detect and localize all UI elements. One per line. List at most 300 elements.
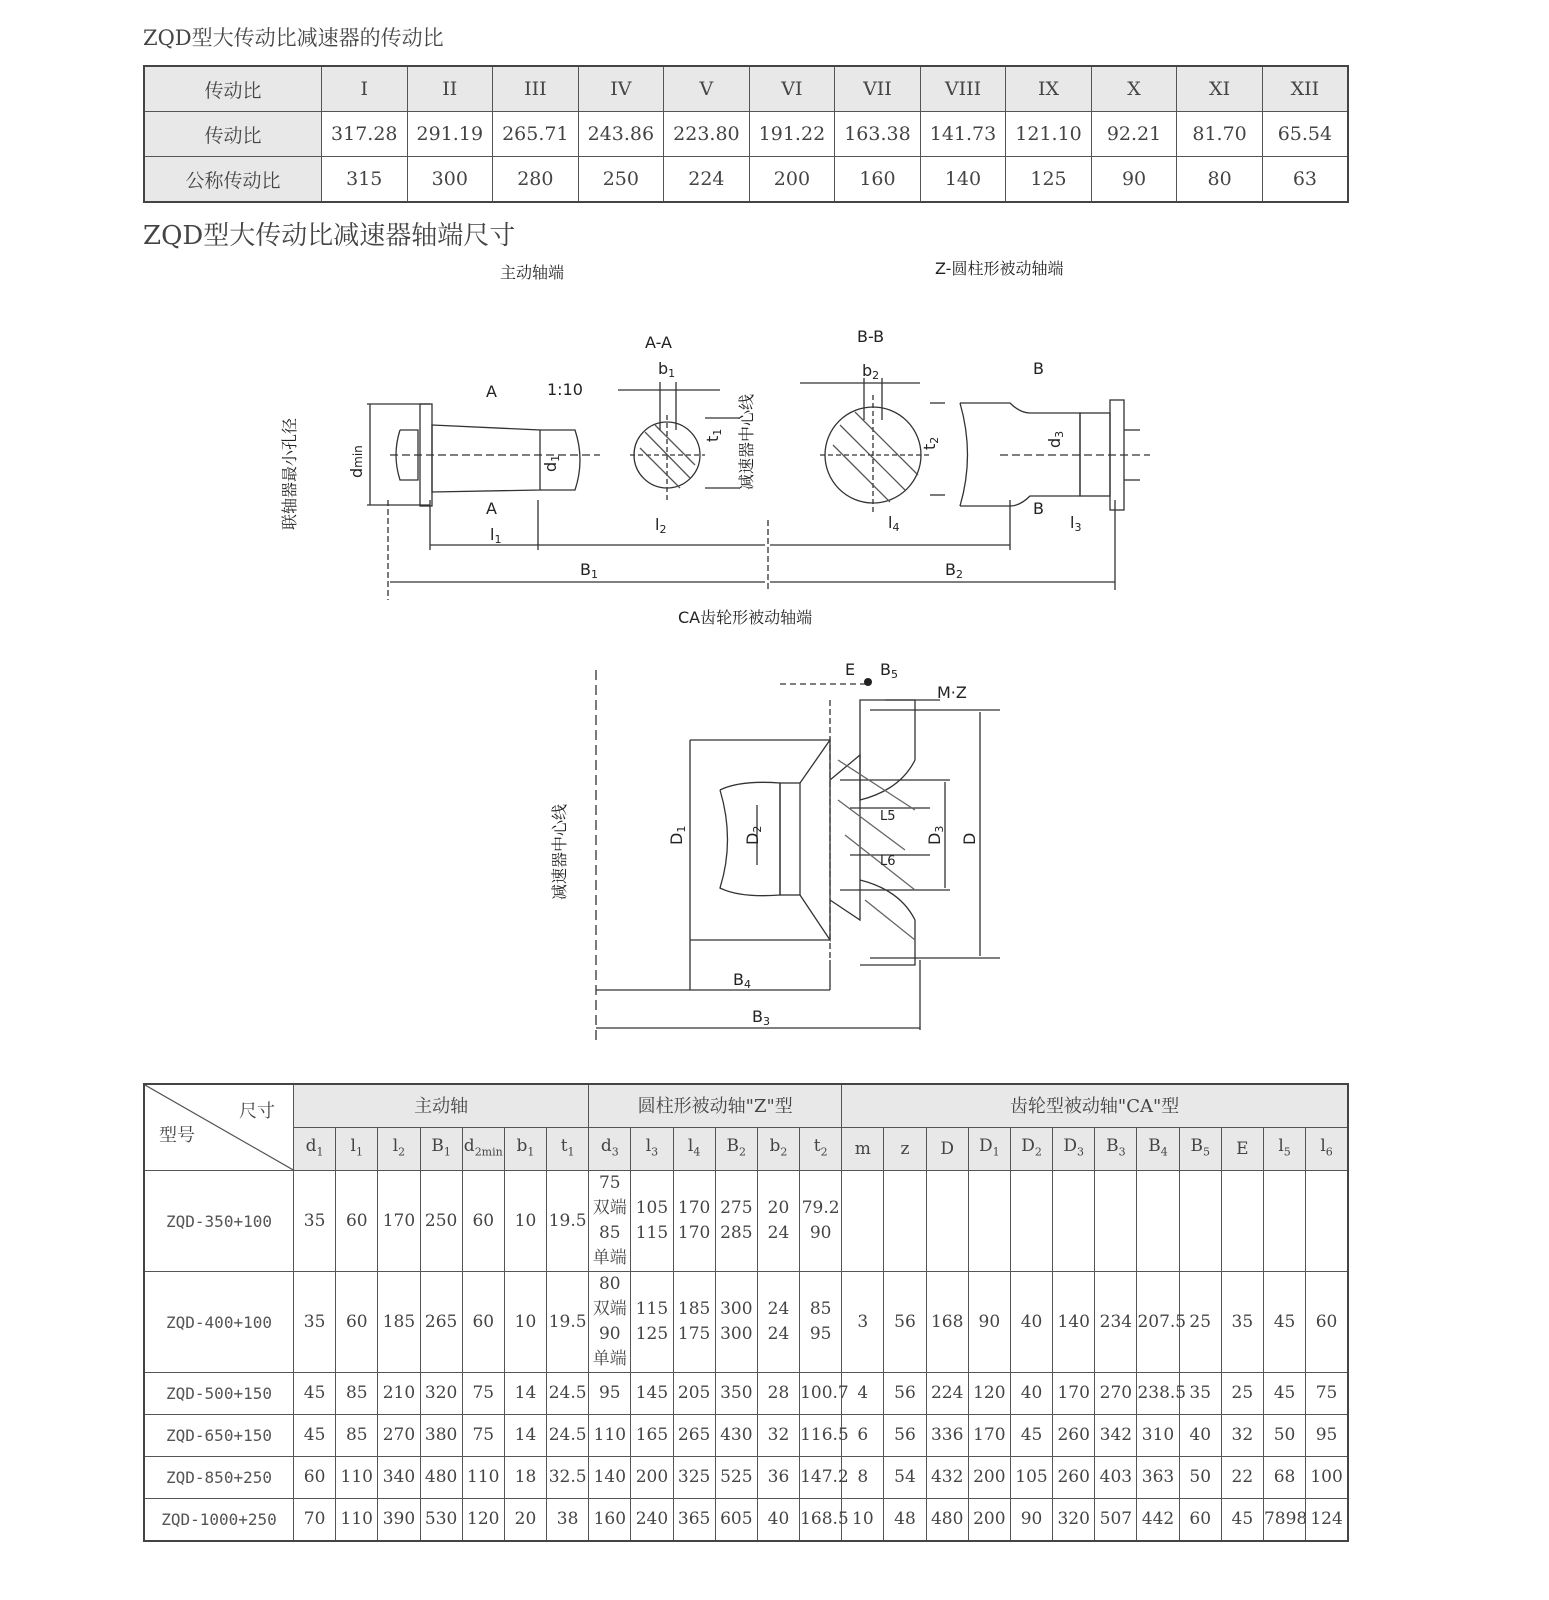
sub-header-subscript: 2 bbox=[1034, 1145, 1042, 1159]
value-cell: 480 bbox=[420, 1457, 462, 1499]
nominal-ratio-2: 300 bbox=[407, 157, 493, 203]
value-cell: 168 bbox=[926, 1272, 968, 1373]
value-cell: 95 bbox=[589, 1373, 631, 1415]
ratio-value-3: 265.71 bbox=[493, 112, 579, 157]
value-cell: 200 bbox=[968, 1457, 1010, 1499]
value-cell: 32 bbox=[1221, 1415, 1263, 1457]
value-cell: 85 95 bbox=[800, 1272, 842, 1373]
value-cell: 35 bbox=[1179, 1373, 1221, 1415]
corner-model-label: 型号 bbox=[159, 1125, 195, 1146]
value-cell: 270 bbox=[378, 1415, 420, 1457]
value-cell: 60 bbox=[462, 1272, 504, 1373]
value-cell: 14 bbox=[504, 1415, 546, 1457]
value-cell bbox=[1010, 1171, 1052, 1272]
sub-header-17 bbox=[968, 1128, 1010, 1171]
ratio-roman-10: X bbox=[1091, 66, 1177, 112]
value-cell: 45 bbox=[294, 1373, 336, 1415]
shaft-dimension-title: ZQD型大传动比减速器轴端尺寸 bbox=[143, 221, 516, 251]
value-cell: 14 bbox=[504, 1373, 546, 1415]
value-cell: 45 bbox=[1263, 1272, 1305, 1373]
value-cell bbox=[1179, 1171, 1221, 1272]
l3-label: l3 bbox=[1070, 513, 1082, 534]
table-row bbox=[144, 1171, 1348, 1272]
B2-label-subscript: 2 bbox=[955, 568, 963, 581]
value-cell: 365 bbox=[673, 1499, 715, 1541]
ratio-value-5: 223.80 bbox=[664, 112, 750, 157]
value-cell: 4 bbox=[842, 1373, 884, 1415]
value-cell: 403 bbox=[1095, 1457, 1137, 1499]
B4-label: B4 bbox=[733, 970, 751, 991]
sub-header-symbol: t bbox=[560, 1135, 568, 1156]
l1-label-subscript: 1 bbox=[494, 533, 502, 546]
sub-header-subscript: 1 bbox=[567, 1145, 575, 1159]
value-cell: 60 bbox=[336, 1272, 378, 1373]
value-cell: 20 bbox=[504, 1499, 546, 1541]
ratio-value-11: 81.70 bbox=[1177, 112, 1263, 157]
coupling-bore-label: 联轴器最小孔径 bbox=[280, 417, 299, 530]
value-cell: 325 bbox=[673, 1457, 715, 1499]
value-cell: 68 bbox=[1263, 1457, 1305, 1499]
b2-label: b2 bbox=[862, 361, 880, 382]
ratio-roman-11: XI bbox=[1177, 66, 1263, 112]
sub-header-7 bbox=[547, 1128, 589, 1171]
t2-label-subscript: 2 bbox=[928, 436, 941, 444]
value-cell: 110 bbox=[336, 1499, 378, 1541]
sub-header-11 bbox=[715, 1128, 757, 1171]
value-cell: 48 bbox=[884, 1499, 926, 1541]
value-cell: 105 bbox=[1010, 1457, 1052, 1499]
value-cell: 170 bbox=[378, 1171, 420, 1272]
value-cell: 70 bbox=[294, 1499, 336, 1541]
sub-header-symbol: B bbox=[1190, 1135, 1203, 1156]
ratio-value-1: 317.28 bbox=[322, 112, 408, 157]
section-b-marker-bottom: B bbox=[1033, 499, 1044, 518]
sub-header-subscript: 3 bbox=[1077, 1145, 1084, 1159]
value-cell: 224 bbox=[926, 1373, 968, 1415]
sub-header-symbol: l bbox=[687, 1135, 694, 1156]
sub-header-13 bbox=[800, 1128, 842, 1171]
sub-header-subscript: 5 bbox=[1202, 1145, 1210, 1159]
value-cell: 36 bbox=[757, 1457, 799, 1499]
table-corner-cell bbox=[144, 1084, 294, 1171]
sub-header-symbol: B bbox=[1106, 1135, 1119, 1156]
sub-header-symbol: d bbox=[305, 1135, 317, 1156]
L5-label: L5 bbox=[880, 809, 896, 824]
b1-label-subscript: 1 bbox=[668, 367, 676, 380]
d1-label: d1 bbox=[541, 454, 562, 472]
value-cell: 40 bbox=[1010, 1272, 1052, 1373]
sub-header-symbol: D bbox=[1021, 1135, 1035, 1156]
value-cell: 10 bbox=[504, 1272, 546, 1373]
B3-label: B3 bbox=[752, 1007, 770, 1028]
sub-header-symbol: B bbox=[431, 1135, 444, 1156]
transmission-ratio-table bbox=[143, 65, 1349, 203]
sub-header-1 bbox=[294, 1128, 336, 1171]
ratio-value-6: 191.22 bbox=[749, 112, 835, 157]
nominal-ratio-4: 250 bbox=[578, 157, 664, 203]
value-cell: 270 bbox=[1095, 1373, 1137, 1415]
D1-label: D1 bbox=[667, 825, 688, 845]
value-cell: 170 bbox=[1053, 1373, 1095, 1415]
sub-header-subscript: 2 bbox=[780, 1145, 788, 1159]
value-cell: 19.5 bbox=[547, 1272, 589, 1373]
value-cell: 390 bbox=[378, 1499, 420, 1541]
nominal-ratio-8: 140 bbox=[920, 157, 1006, 203]
sub-header-symbol: l bbox=[350, 1135, 356, 1156]
value-cell bbox=[884, 1171, 926, 1272]
value-cell: 605 bbox=[715, 1499, 757, 1541]
B3-label-subscript: 3 bbox=[762, 1015, 770, 1028]
sub-header-3 bbox=[378, 1128, 420, 1171]
sub-header-8 bbox=[589, 1128, 631, 1171]
section-a-marker-bottom: A bbox=[486, 499, 497, 518]
ratio-roman-3: III bbox=[493, 66, 579, 112]
value-cell: 35 bbox=[1221, 1272, 1263, 1373]
l2-label-subscript: 2 bbox=[659, 523, 667, 536]
nominal-row-label: 公称传动比 bbox=[144, 157, 322, 203]
ratio-row-label: 传动比 bbox=[144, 112, 322, 157]
l3-label-subscript: 3 bbox=[1074, 521, 1082, 534]
value-cell: 7898 bbox=[1263, 1499, 1305, 1541]
model-cell: ZQD-350+100 bbox=[144, 1171, 294, 1272]
value-cell: 19.5 bbox=[547, 1171, 589, 1272]
value-cell: 342 bbox=[1095, 1415, 1137, 1457]
ratio-roman-12: XII bbox=[1262, 66, 1348, 112]
value-cell: 265 bbox=[673, 1415, 715, 1457]
value-cell: 3 bbox=[842, 1272, 884, 1373]
L6-label: L6 bbox=[880, 854, 896, 869]
value-cell: 95 bbox=[1306, 1415, 1348, 1457]
D-label: D bbox=[960, 832, 979, 845]
group-header-3: 齿轮型被动轴"CA"型 bbox=[842, 1084, 1348, 1128]
l2-label: l2 bbox=[655, 515, 667, 536]
value-cell: 115 125 bbox=[631, 1272, 673, 1373]
table-row bbox=[144, 1272, 1348, 1373]
value-cell bbox=[1095, 1171, 1137, 1272]
value-cell: 85 bbox=[336, 1415, 378, 1457]
t1-label: t1 bbox=[703, 428, 724, 442]
value-cell: 205 bbox=[673, 1373, 715, 1415]
value-cell: 25 bbox=[1179, 1272, 1221, 1373]
value-cell: 24.5 bbox=[547, 1415, 589, 1457]
nominal-ratio-5: 224 bbox=[664, 157, 750, 203]
sub-header-symbol: B bbox=[1148, 1135, 1161, 1156]
sub-header-4 bbox=[420, 1128, 462, 1171]
ratio-roman-5: V bbox=[664, 66, 750, 112]
value-cell bbox=[1221, 1171, 1263, 1272]
value-cell: 56 bbox=[884, 1415, 926, 1457]
t1-label-subscript: 1 bbox=[711, 428, 724, 436]
section-a-marker: A bbox=[486, 382, 497, 401]
value-cell: 100 bbox=[1306, 1457, 1348, 1499]
value-cell: 100.7 bbox=[800, 1373, 842, 1415]
value-cell: 320 bbox=[420, 1373, 462, 1415]
value-cell: 265 bbox=[420, 1272, 462, 1373]
value-cell: 90 bbox=[1010, 1499, 1052, 1541]
sub-header-subscript: 1 bbox=[992, 1145, 1000, 1159]
value-cell: 32 bbox=[757, 1415, 799, 1457]
value-cell: 210 bbox=[378, 1373, 420, 1415]
sub-header-subscript: 2 bbox=[820, 1145, 828, 1159]
value-cell: 275 285 bbox=[715, 1171, 757, 1272]
value-cell: 380 bbox=[420, 1415, 462, 1457]
model-cell: ZQD-400+100 bbox=[144, 1272, 294, 1373]
value-cell: 80 双端 90 单端 bbox=[589, 1272, 631, 1373]
ratio-roman-4: IV bbox=[578, 66, 664, 112]
value-cell: 45 bbox=[1263, 1373, 1305, 1415]
d1-label-subscript: 1 bbox=[549, 454, 562, 462]
value-cell: 6 bbox=[842, 1415, 884, 1457]
sub-header-subscript: 4 bbox=[693, 1145, 701, 1159]
value-cell: 525 bbox=[715, 1457, 757, 1499]
value-cell: 60 bbox=[1306, 1272, 1348, 1373]
sub-header-subscript: 2 bbox=[739, 1145, 747, 1159]
taper-label: 1:10 bbox=[547, 380, 583, 399]
value-cell: 300 300 bbox=[715, 1272, 757, 1373]
corner-dimension-label: 尺寸 bbox=[239, 1101, 275, 1122]
value-cell: 120 bbox=[968, 1373, 1010, 1415]
ratio-value-8: 141.73 bbox=[920, 112, 1006, 157]
value-cell: 185 175 bbox=[673, 1272, 715, 1373]
model-cell: ZQD-850+250 bbox=[144, 1457, 294, 1499]
E-label: E bbox=[845, 660, 856, 679]
sub-header-symbol: D bbox=[979, 1135, 993, 1156]
nominal-ratio-6: 200 bbox=[749, 157, 835, 203]
sub-header-subscript: 1 bbox=[443, 1145, 451, 1159]
d3-label: d3 bbox=[1045, 430, 1066, 448]
sub-header-symbol: d bbox=[463, 1135, 475, 1156]
value-cell: 35 bbox=[294, 1171, 336, 1272]
ca-shaft-label: CA齿轮形被动轴端 bbox=[678, 608, 813, 627]
table-row bbox=[144, 1457, 1348, 1499]
value-cell: 207.5 bbox=[1137, 1272, 1179, 1373]
value-cell: 105 115 bbox=[631, 1171, 673, 1272]
ratio-header-row bbox=[144, 66, 1348, 112]
value-cell: 147.2 bbox=[800, 1457, 842, 1499]
value-cell: 430 bbox=[715, 1415, 757, 1457]
sub-header-9 bbox=[631, 1128, 673, 1171]
value-cell: 56 bbox=[884, 1272, 926, 1373]
B2-label: B2 bbox=[945, 560, 963, 581]
ratio-values-row bbox=[144, 112, 1348, 157]
sub-header-subscript: 4 bbox=[1160, 1145, 1168, 1159]
mz-label: M·Z bbox=[937, 683, 967, 702]
value-cell: 10 bbox=[842, 1499, 884, 1541]
value-cell: 85 bbox=[336, 1373, 378, 1415]
section-b-marker: B bbox=[1033, 359, 1044, 378]
value-cell bbox=[968, 1171, 1010, 1272]
value-cell: 165 bbox=[631, 1415, 673, 1457]
sub-header-symbol: E bbox=[1236, 1138, 1249, 1159]
sub-header-subscript: 3 bbox=[1118, 1145, 1126, 1159]
value-cell: 260 bbox=[1053, 1457, 1095, 1499]
value-cell: 28 bbox=[757, 1373, 799, 1415]
nominal-ratio-7: 160 bbox=[835, 157, 921, 203]
value-cell bbox=[926, 1171, 968, 1272]
value-cell: 250 bbox=[420, 1171, 462, 1272]
value-cell: 75 bbox=[462, 1373, 504, 1415]
D3-label-subscript: 3 bbox=[933, 825, 946, 833]
value-cell: 530 bbox=[420, 1499, 462, 1541]
value-cell: 140 bbox=[1053, 1272, 1095, 1373]
l1-label: l1 bbox=[490, 525, 502, 546]
value-cell: 60 bbox=[294, 1457, 336, 1499]
D2-label: D2 bbox=[743, 825, 764, 845]
section-bb-label: B-B bbox=[857, 327, 885, 346]
sub-header-symbol: D bbox=[940, 1138, 954, 1159]
value-cell: 238.5 bbox=[1137, 1373, 1179, 1415]
value-cell: 40 bbox=[1179, 1415, 1221, 1457]
value-cell: 45 bbox=[1010, 1415, 1052, 1457]
value-cell: 442 bbox=[1137, 1499, 1179, 1541]
value-cell: 79.2 90 bbox=[800, 1171, 842, 1272]
value-cell bbox=[1306, 1171, 1348, 1272]
sub-header-10 bbox=[673, 1128, 715, 1171]
table-row bbox=[144, 1373, 1348, 1415]
value-cell: 50 bbox=[1179, 1457, 1221, 1499]
ratio-value-9: 121.10 bbox=[1006, 112, 1092, 157]
value-cell: 10 bbox=[504, 1171, 546, 1272]
b2-label-subscript: 2 bbox=[872, 369, 880, 382]
ratio-roman-8: VIII bbox=[920, 66, 1006, 112]
sub-header-19 bbox=[1053, 1128, 1095, 1171]
sub-header-2 bbox=[336, 1128, 378, 1171]
sub-header-symbol: D bbox=[1063, 1135, 1077, 1156]
z-shaft-label: Z-圆柱形被动轴端 bbox=[935, 259, 1064, 278]
sub-header-subscript: 1 bbox=[527, 1145, 535, 1159]
nominal-ratio-11: 80 bbox=[1177, 157, 1263, 203]
value-cell: 24 24 bbox=[757, 1272, 799, 1373]
value-cell: 20 24 bbox=[757, 1171, 799, 1272]
value-cell: 185 bbox=[378, 1272, 420, 1373]
value-cell: 60 bbox=[462, 1171, 504, 1272]
sub-header-subscript: 2 bbox=[398, 1145, 406, 1159]
reducer-centerline-label-2: 减速器中心线 bbox=[550, 803, 569, 900]
table-row bbox=[144, 1415, 1348, 1457]
sub-header-14 bbox=[842, 1128, 884, 1171]
dim-subheader-row bbox=[144, 1128, 1348, 1171]
value-cell: 110 bbox=[336, 1457, 378, 1499]
value-cell: 168.5 bbox=[800, 1499, 842, 1541]
value-cell: 145 bbox=[631, 1373, 673, 1415]
sub-header-21 bbox=[1137, 1128, 1179, 1171]
nominal-ratio-9: 125 bbox=[1006, 157, 1092, 203]
D2-label-subscript: 2 bbox=[751, 825, 764, 833]
value-cell: 60 bbox=[1179, 1499, 1221, 1541]
value-cell bbox=[842, 1171, 884, 1272]
value-cell: 35 bbox=[294, 1272, 336, 1373]
sub-header-symbol: l bbox=[1278, 1135, 1284, 1156]
model-cell: ZQD-1000+250 bbox=[144, 1499, 294, 1541]
sub-header-22 bbox=[1179, 1128, 1221, 1171]
value-cell: 90 bbox=[968, 1272, 1010, 1373]
sub-header-subscript: 6 bbox=[1325, 1145, 1333, 1159]
sub-header-symbol: d bbox=[600, 1135, 612, 1156]
B4-label-subscript: 4 bbox=[743, 978, 751, 991]
ratio-roman-6: VI bbox=[749, 66, 835, 112]
ratio-table-title: ZQD型大传动比减速器的传动比 bbox=[143, 26, 444, 50]
group-header-2: 圆柱形被动轴"Z"型 bbox=[589, 1084, 842, 1128]
D1-label-subscript: 1 bbox=[675, 825, 688, 833]
sub-header-symbol: m bbox=[854, 1138, 871, 1159]
sub-header-5 bbox=[462, 1128, 504, 1171]
sub-header-symbol: B bbox=[726, 1135, 740, 1156]
t2-label: t2 bbox=[920, 436, 941, 450]
value-cell: 507 bbox=[1095, 1499, 1137, 1541]
value-cell bbox=[1053, 1171, 1095, 1272]
value-cell: 45 bbox=[294, 1415, 336, 1457]
ratio-value-2: 291.19 bbox=[407, 112, 493, 157]
value-cell: 110 bbox=[589, 1415, 631, 1457]
sub-header-23 bbox=[1221, 1128, 1263, 1171]
ratio-roman-9: IX bbox=[1006, 66, 1092, 112]
value-cell: 54 bbox=[884, 1457, 926, 1499]
nominal-ratio-3: 280 bbox=[493, 157, 579, 203]
ratio-value-10: 92.21 bbox=[1091, 112, 1177, 157]
value-cell: 75 双端 85 单端 bbox=[589, 1171, 631, 1272]
value-cell: 200 bbox=[631, 1457, 673, 1499]
nominal-ratio-row bbox=[144, 157, 1348, 203]
sub-header-symbol: z bbox=[900, 1138, 910, 1159]
D3-label: D3 bbox=[925, 825, 946, 845]
table-row bbox=[144, 1499, 1348, 1541]
sub-header-symbol: l bbox=[645, 1135, 652, 1156]
B5-label-subscript: 5 bbox=[890, 668, 898, 681]
value-cell: 45 bbox=[1221, 1499, 1263, 1541]
value-cell: 25 bbox=[1221, 1373, 1263, 1415]
sub-header-25 bbox=[1306, 1128, 1348, 1171]
value-cell: 260 bbox=[1053, 1415, 1095, 1457]
value-cell: 32.5 bbox=[547, 1457, 589, 1499]
sub-header-symbol: l bbox=[392, 1135, 399, 1156]
ratio-roman-1: I bbox=[322, 66, 408, 112]
ratio-roman-7: VII bbox=[835, 66, 921, 112]
sub-header-6 bbox=[504, 1128, 546, 1171]
nominal-ratio-12: 63 bbox=[1262, 157, 1348, 203]
B5-label: B5 bbox=[880, 660, 898, 681]
value-cell: 120 bbox=[462, 1499, 504, 1541]
value-cell: 75 bbox=[462, 1415, 504, 1457]
value-cell: 124 bbox=[1306, 1499, 1348, 1541]
sub-header-symbol: t bbox=[813, 1135, 821, 1156]
nominal-ratio-10: 90 bbox=[1091, 157, 1177, 203]
value-cell: 116.5 bbox=[800, 1415, 842, 1457]
value-cell bbox=[1137, 1171, 1179, 1272]
B1-label: B1 bbox=[580, 560, 598, 581]
sub-header-symbol: b bbox=[516, 1135, 528, 1156]
value-cell bbox=[1263, 1171, 1305, 1272]
value-cell: 320 bbox=[1053, 1499, 1095, 1541]
value-cell: 38 bbox=[547, 1499, 589, 1541]
l4-label-subscript: 4 bbox=[892, 521, 900, 534]
ratio-header-label: 传动比 bbox=[144, 66, 322, 112]
value-cell: 310 bbox=[1137, 1415, 1179, 1457]
value-cell: 8 bbox=[842, 1457, 884, 1499]
sub-header-subscript: 1 bbox=[316, 1145, 324, 1159]
nominal-ratio-1: 315 bbox=[322, 157, 408, 203]
value-cell: 234 bbox=[1095, 1272, 1137, 1373]
value-cell: 56 bbox=[884, 1373, 926, 1415]
ratio-value-4: 243.86 bbox=[578, 112, 664, 157]
value-cell: 110 bbox=[462, 1457, 504, 1499]
value-cell: 40 bbox=[1010, 1373, 1052, 1415]
sub-header-symbol: l bbox=[1320, 1135, 1326, 1156]
value-cell: 40 bbox=[757, 1499, 799, 1541]
d3-label-subscript: 3 bbox=[1053, 430, 1066, 438]
value-cell: 60 bbox=[336, 1171, 378, 1272]
sub-header-12 bbox=[757, 1128, 799, 1171]
sub-header-subscript: 3 bbox=[651, 1145, 659, 1159]
